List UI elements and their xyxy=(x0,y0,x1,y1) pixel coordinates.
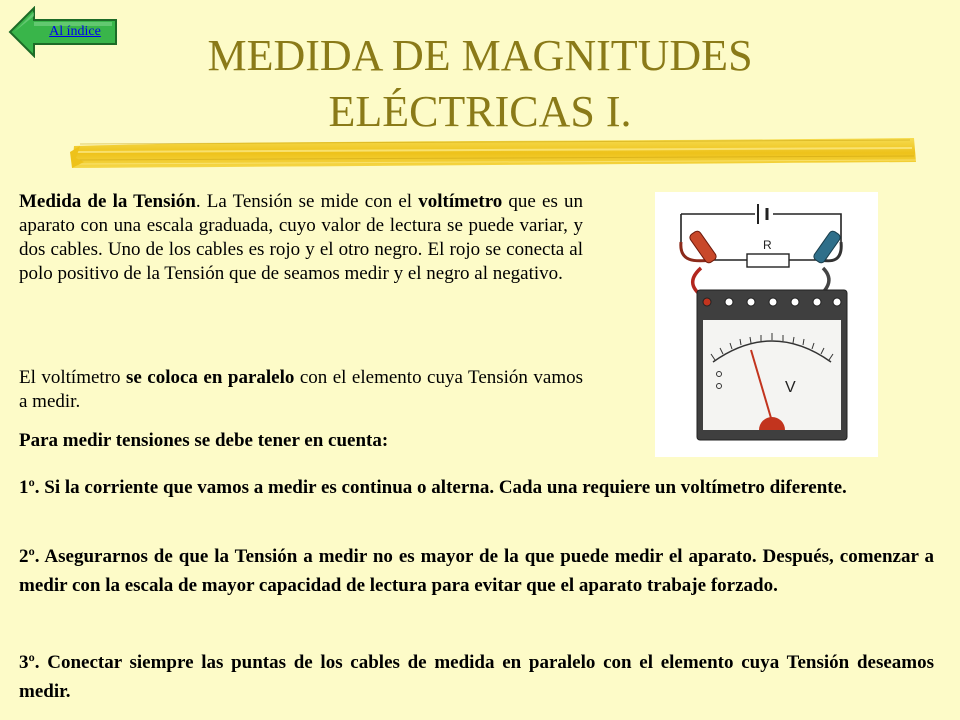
back-link-label[interactable]: Al índice xyxy=(49,24,101,39)
list-item-3: 3º. Conectar siempre las puntas de los cables de medida en paralelo con el elemento cuya Tensión deseamos medir. xyxy=(19,652,934,702)
page-title xyxy=(120,28,840,140)
intro-paragraph xyxy=(19,190,583,286)
meter-unit-label: V xyxy=(785,379,796,396)
voltmeter-illustration xyxy=(655,192,878,457)
intro-term: Medida de la Tensión xyxy=(19,191,196,212)
title-line-1: MEDIDA DE MAGNITUDES xyxy=(207,31,753,80)
list-item-1: 1º. Si la corriente que vamos a medir es continua o alterna. Cada una requiere un voltímetro diferente. xyxy=(19,477,847,498)
intro-voltimetro: voltímetro xyxy=(418,191,503,212)
parallel-paragraph xyxy=(19,366,583,414)
list-heading: Para medir tensiones se debe tener en cuenta: xyxy=(19,430,389,451)
intro-text-1: . La Tensión se mide con el xyxy=(195,191,419,212)
intro-text-2: que es un aparato con una escala graduada, cuyo valor de lectura se puede variar, y dos cables. Uno de los cables es rojo y el otro negro. El rojo se conecta al polo positivo de la Tensión que de seamos medir y el negro al negativo. xyxy=(19,191,583,284)
parallel-text-1: El voltímetro xyxy=(19,367,126,388)
resistor-label: R xyxy=(763,238,772,252)
back-to-index-button[interactable] xyxy=(8,6,118,58)
parallel-bold: se coloca en paralelo xyxy=(125,367,295,388)
list-item-2: 2º. Asegurarnos de que la Tensión a medir no es mayor de la que puede medir el aparato. Después, comenzar a medir con la escala de mayor capacidad de lectura para evitar que el aparato trabaje forzado. xyxy=(19,546,934,596)
parallel-text-2: con el elemento cuya Tensión vamos a medir. xyxy=(19,367,583,412)
brush-stroke-divider xyxy=(70,132,918,174)
title-line-2: ELÉCTRICAS I. xyxy=(328,87,632,136)
